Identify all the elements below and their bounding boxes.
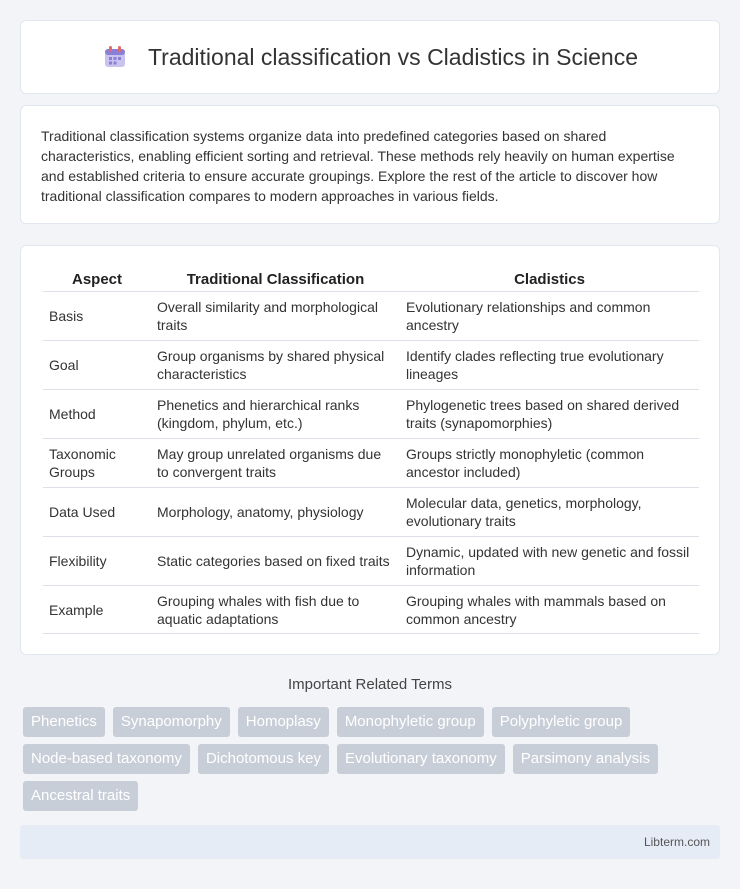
cell-traditional: Group organisms by shared physical characteristics xyxy=(151,340,400,389)
intro-card xyxy=(20,105,720,224)
tag-monophyletic-group[interactable]: Monophyletic group xyxy=(337,707,484,737)
tag-synapomorphy[interactable]: Synapomorphy xyxy=(113,707,230,737)
cell-aspect: Flexibility xyxy=(43,536,151,585)
title-card xyxy=(20,20,720,94)
table-row xyxy=(43,389,699,438)
cell-traditional: Static categories based on fixed traits xyxy=(151,536,400,585)
cell-traditional: Phenetics and hierarchical ranks (kingdom, phylum, etc.) xyxy=(151,389,400,438)
cell-traditional: Grouping whales with fish due to aquatic adaptations xyxy=(151,585,400,634)
comparison-table xyxy=(43,266,699,634)
cell-aspect: Taxonomic Groups xyxy=(43,438,151,487)
tag-node-based-taxonomy[interactable]: Node-based taxonomy xyxy=(23,744,190,774)
table-row xyxy=(43,340,699,389)
table-row xyxy=(43,291,699,340)
table-row xyxy=(43,438,699,487)
footer xyxy=(20,825,720,859)
footer-site-link[interactable]: Libterm.com xyxy=(643,835,710,849)
tag-parsimony-analysis[interactable]: Parsimony analysis xyxy=(513,744,658,774)
cell-aspect: Method xyxy=(43,389,151,438)
cell-aspect: Basis xyxy=(43,291,151,340)
cell-traditional: May group unrelated organisms due to convergent traits xyxy=(151,438,400,487)
intro-text: Traditional classification systems organize data into predefined categories based on shared characteristics, enabling efficient sorting and retrieval. These methods rely heavily on human expertise and established criteria to ensure accurate groupings. Explore the rest of the article to discover how traditional classification compares to modern approaches in various fields. xyxy=(41,128,675,204)
related-terms-list xyxy=(23,707,703,811)
header-traditional: Traditional Classification xyxy=(186,271,365,288)
tag-homoplasy[interactable]: Homoplasy xyxy=(238,707,329,737)
table-row xyxy=(43,585,699,634)
tag-dichotomous-key[interactable]: Dichotomous key xyxy=(198,744,329,774)
tag-ancestral-traits[interactable]: Ancestral traits xyxy=(23,781,138,811)
tag-evolutionary-taxonomy[interactable]: Evolutionary taxonomy xyxy=(337,744,505,774)
calendar-icon xyxy=(102,44,128,70)
cell-cladistics: Dynamic, updated with new genetic and fossil information xyxy=(400,536,699,585)
comparison-card xyxy=(20,245,720,655)
related-terms-title: Important Related Terms xyxy=(288,676,452,693)
table-header-row xyxy=(43,266,699,291)
table-row xyxy=(43,487,699,536)
cell-cladistics: Groups strictly monophyletic (common ancestor included) xyxy=(400,438,699,487)
cell-aspect: Example xyxy=(43,585,151,634)
header-aspect: Aspect xyxy=(71,271,123,288)
cell-cladistics: Identify clades reflecting true evolutionary lineages xyxy=(400,340,699,389)
page-title: Traditional classification vs Cladistics in Science xyxy=(147,43,638,70)
cell-aspect: Goal xyxy=(43,340,151,389)
cell-cladistics: Molecular data, genetics, morphology, evolutionary traits xyxy=(400,487,699,536)
tag-phenetics[interactable]: Phenetics xyxy=(23,707,105,737)
cell-traditional: Morphology, anatomy, physiology xyxy=(151,487,400,536)
cell-cladistics: Evolutionary relationships and common ancestry xyxy=(400,291,699,340)
cell-aspect: Data Used xyxy=(43,487,151,536)
cell-cladistics: Phylogenetic trees based on shared derived traits (synapomorphies) xyxy=(400,389,699,438)
header-cladistics: Cladistics xyxy=(514,271,585,288)
table-row xyxy=(43,536,699,585)
cell-cladistics: Grouping whales with mammals based on common ancestry xyxy=(400,585,699,634)
tag-polyphyletic-group[interactable]: Polyphyletic group xyxy=(492,707,631,737)
cell-traditional: Overall similarity and morphological traits xyxy=(151,291,400,340)
